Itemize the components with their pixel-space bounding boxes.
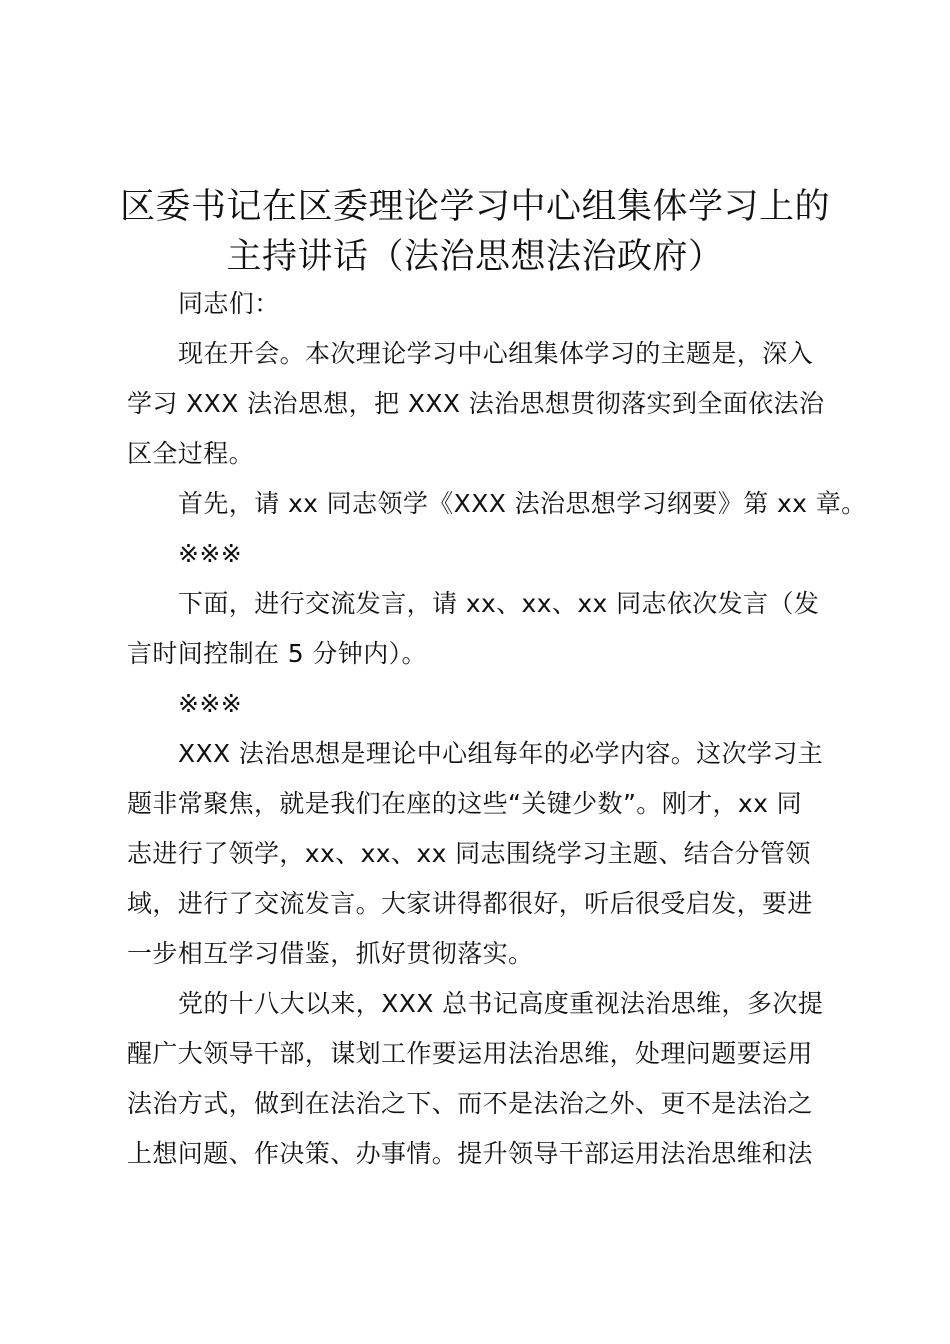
paragraph-line: 一步相互学习借鉴，抓好贯彻落实。 bbox=[127, 939, 534, 968]
section-separator: ※※※ bbox=[178, 689, 243, 718]
paragraph-line: 区全过程。 bbox=[127, 439, 255, 468]
paragraph-line: XXX 法治思想是理论中心组每年的必学内容。这次学习主 bbox=[178, 739, 824, 768]
paragraph-line: 下面，进行交流发言，请 xx、xx、xx 同志依次发言（发 bbox=[178, 589, 820, 618]
document-title-line-2: 主持讲话（法治思想法治政府） bbox=[226, 237, 724, 277]
section-separator: ※※※ bbox=[178, 539, 243, 568]
paragraph-line: 法治方式，做到在法治之下、而不是法治之外、更不是法治之 bbox=[127, 1089, 813, 1118]
paragraph-line: 志进行了领学，xx、xx、xx 同志围绕学习主题、结合分管领 bbox=[127, 839, 811, 868]
document-title-line-1: 区委书记在区委理论学习中心组集体学习上的 bbox=[119, 187, 830, 227]
paragraph-line: 学习 XXX 法治思想，把 XXX 法治思想贯彻落实到全面依法治 bbox=[127, 389, 825, 418]
paragraph-line: 言时间控制在 5 分钟内）。 bbox=[127, 639, 427, 668]
salutation: 同志们： bbox=[178, 289, 280, 318]
paragraph-line: 党的十八大以来，XXX 总书记高度重视法治思维，多次提 bbox=[178, 989, 824, 1018]
paragraph-line: 醒广大领导干部，谋划工作要运用法治思维，处理问题要运用 bbox=[127, 1039, 813, 1068]
paragraph-line: 现在开会。本次理论学习中心组集体学习的主题是，深入 bbox=[178, 339, 814, 368]
paragraph-line: 上想问题、作决策、办事情。提升领导干部运用法治思维和法 bbox=[127, 1139, 813, 1168]
paragraph-line: 题非常聚焦，就是我们在座的这些“关键少数”。刚才，xx 同 bbox=[127, 789, 803, 818]
paragraph-line: 首先，请 xx 同志领学《XXX 法治思想学习纲要》第 xx 章。 bbox=[178, 489, 867, 518]
paragraph-line: 域，进行了交流发言。大家讲得都很好，听后很受启发，要进 bbox=[127, 889, 813, 918]
